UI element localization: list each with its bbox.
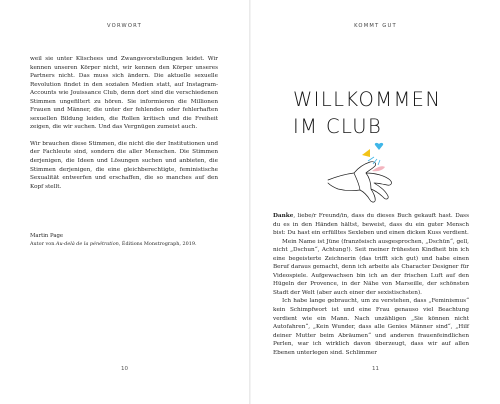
running-head-left: VORWORT [107, 23, 142, 29]
blue-heart-icon [375, 143, 383, 150]
first-word: Danke [273, 213, 294, 219]
signature-name: Martin Page [30, 233, 64, 239]
left-paragraph-2: Wir brauchen diese Stimmen, die nicht die der Institutionen und der Fachleute sind, sondern die aller Menschen. Die Stimmen derjenigen, die Ideen und Lösungen suchen und anbieten, die Stimmen derjenigen, die eine gleichberechtigte, feministische Sexualität entwerfen und erschaffen, die so manches auf den Kopf stellt. [30, 140, 218, 190]
hand-illustration [324, 140, 414, 210]
chapter-title-line-2: IM CLUB [293, 115, 383, 138]
signature-source-title: Au-delà de la pénétration [55, 241, 119, 247]
page-number-left: 10 [121, 366, 128, 372]
right-page [251, 0, 500, 404]
right-body-text [273, 212, 469, 357]
first-paragraph-rest: , liebe/r Freund/in, dass du dieses Buch gekauft hast. Dass du es in den Händen hältst, beweist, dass du ein guter Mensch bist: Du hast ein erfülltes Sexleben und einen dicken Kuss verdient. [273, 213, 469, 237]
right-paragraph-3: Ich habe lange gebraucht, um zu verstehen, dass „Feminismus“ kein Schimpfwort ist und eine Frau genauso viel Beachtung verdient wie ein Mann. Nach unzähligen „Sie können nicht Autofahren“, „Kein Wunder, dass alle Genies Männer sind“, „Hilf deiner Mutter beim Abräumen“ und anderen frauenfeindlichen Perlen, war ich wirklich davon überzeugt, dass wir auf allen Ebenen unterlegen sind. Schlimmer [273, 298, 469, 356]
signature-source-suffix: , Éditions Monstrograph, 2019. [118, 241, 197, 247]
chapter-title-line-1: WILLKOMMEN [293, 88, 442, 111]
chapter-title [293, 86, 473, 140]
yellow-triangle-icon [362, 149, 370, 157]
left-page [0, 0, 249, 404]
signature-source-prefix: Autor von [30, 241, 56, 247]
right-paragraph-1 [273, 212, 469, 238]
left-body-text [30, 55, 218, 191]
page-number-right: 11 [372, 366, 379, 372]
signature [30, 232, 230, 248]
signature-source [30, 240, 230, 248]
blue-sparkle-lines [368, 157, 380, 165]
running-head-right: KOMMT GUT [354, 23, 397, 29]
left-paragraph-1: weil sie unter Klischees und Zwangsvorstellungen leidet. Wir kennen unseren Körper nicht, wir kennen den Körper unseres Partners nicht. Das muss sich ändern. Die aktuelle sexuelle Revolution findet in den sozialen Medien statt, auf Instagram-Accounts wie Jouissance Club, denn dort sind die verschiedenen Stimmen ungefiltert zu hören. Sie informieren die Millionen Frauen und Männer, die unter der fehlenden oder fehlerhaften sexuellen Bildung leiden, die Rollen kritisch und die Freiheit zeigen, die wir suchen. Und das Vergnügen zumeist auch. [30, 56, 218, 131]
right-paragraph-2: Mein Name ist Jüne (französisch ausgesprochen, „Dschün“, gell, nicht „Dschun“, Achtung!). Seit meiner frühesten Kindheit bin ich eine begeisterte Zeichnerin (das trifft sich gut) und habe einen Beruf daraus gemacht, denn ich arbeite als Character Designer für Videospiele. Aufgewachsen bin ich an der frischen Luft auf den Hügeln der Provence, in der Nähe von Marseille, der schönsten Stadt der Welt (aber auch einer der sexistischsten). [273, 238, 469, 296]
